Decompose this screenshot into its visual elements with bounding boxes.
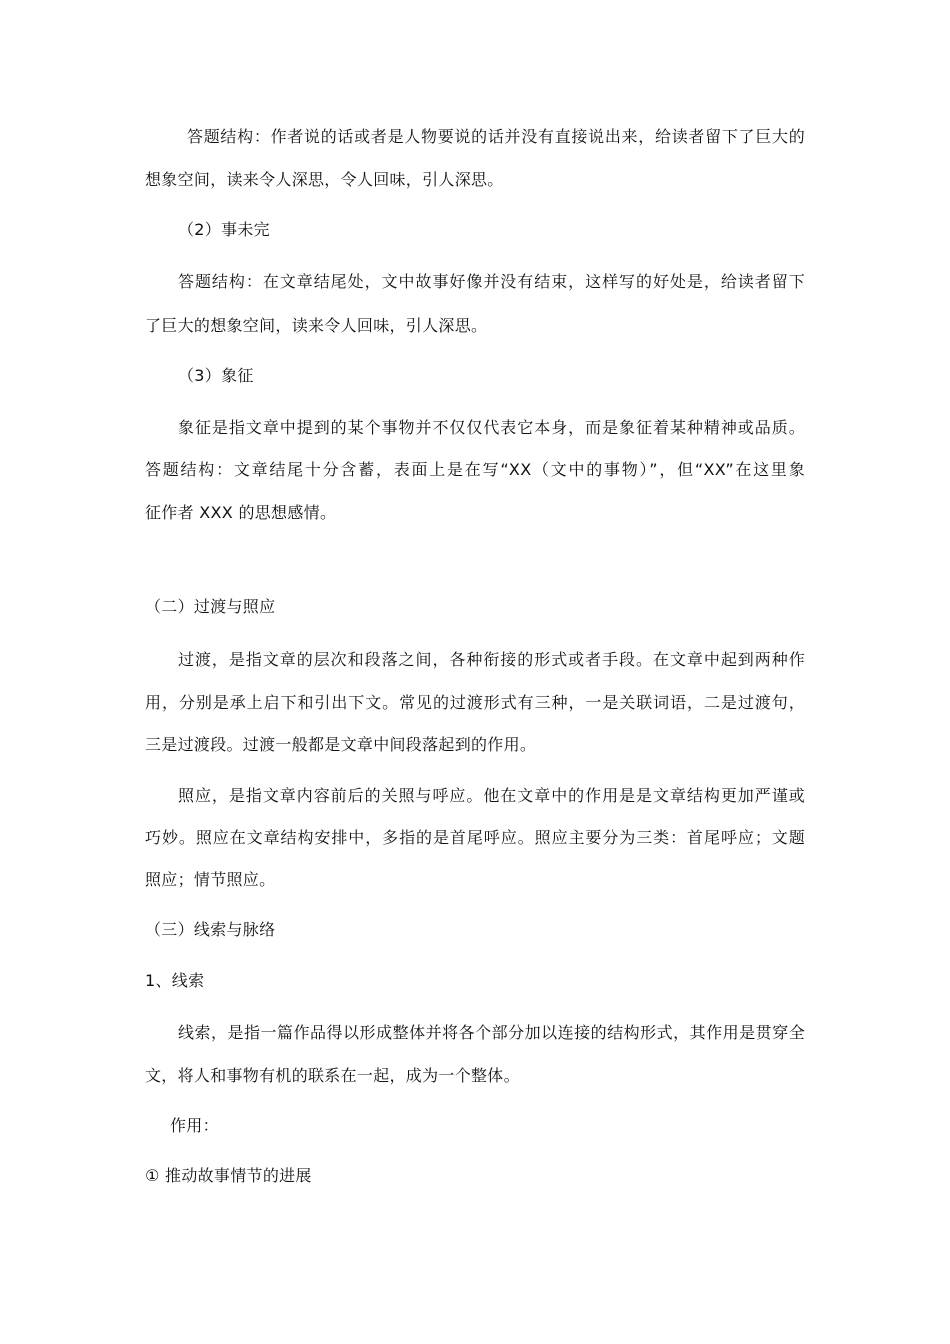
section-heading: （3）象征 bbox=[178, 366, 254, 385]
section-heading: （三）线索与脉络 bbox=[145, 920, 276, 939]
paragraph-line: 线索，是指一篇作品得以形成整体并将各个部分加以连接的结构形式，其作用是贯穿全 bbox=[178, 1023, 805, 1042]
paragraph-line: 照应；情节照应。 bbox=[145, 870, 276, 889]
section-heading: （2）事未完 bbox=[178, 220, 270, 239]
section-heading: （二）过渡与照应 bbox=[145, 597, 276, 616]
paragraph-line: 三是过渡段。过渡一般都是文章中间段落起到的作用。 bbox=[145, 735, 537, 754]
paragraph-line: 答题结构：作者说的话或者是人物要说的话并没有直接说出来，给读者留下了巨大的 bbox=[187, 127, 805, 146]
paragraph-line: 过渡，是指文章的层次和段落之间，各种衔接的形式或者手段。在文章中起到两种作 bbox=[178, 650, 805, 669]
paragraph-line: 象征是指文章中提到的某个事物并不仅仅代表它本身，而是象征着某种精神或品质。 bbox=[178, 418, 805, 437]
paragraph-line: 想象空间，读来令人深思，令人回味，引人深思。 bbox=[145, 170, 504, 189]
paragraph-line: 用，分别是承上启下和引出下文。常见的过渡形式有三种，一是关联词语，二是过渡句， bbox=[145, 693, 805, 712]
list-item: ① 推动故事情节的进展 bbox=[145, 1166, 312, 1185]
paragraph-line: 征作者 XXX 的思想感情。 bbox=[145, 503, 337, 522]
paragraph-line: 巧妙。照应在文章结构安排中，多指的是首尾呼应。照应主要分为三类：首尾呼应；文题 bbox=[145, 828, 805, 847]
paragraph-line: 了巨大的想象空间，读来令人回味，引人深思。 bbox=[145, 316, 488, 335]
paragraph-line: 文，将人和事物有机的联系在一起，成为一个整体。 bbox=[145, 1066, 520, 1085]
paragraph-line: 作用： bbox=[170, 1116, 219, 1135]
paragraph-line: 答题结构：在文章结尾处，文中故事好像并没有结束，这样写的好处是，给读者留下 bbox=[178, 272, 805, 291]
paragraph-line: 照应，是指文章内容前后的关照与呼应。他在文章中的作用是是文章结构更加严谨或 bbox=[178, 786, 805, 805]
paragraph-line: 答题结构：文章结尾十分含蓄，表面上是在写“XX（文中的事物）”，但“XX”在这里象 bbox=[145, 460, 805, 479]
subsection-heading: 1、线索 bbox=[145, 971, 205, 990]
